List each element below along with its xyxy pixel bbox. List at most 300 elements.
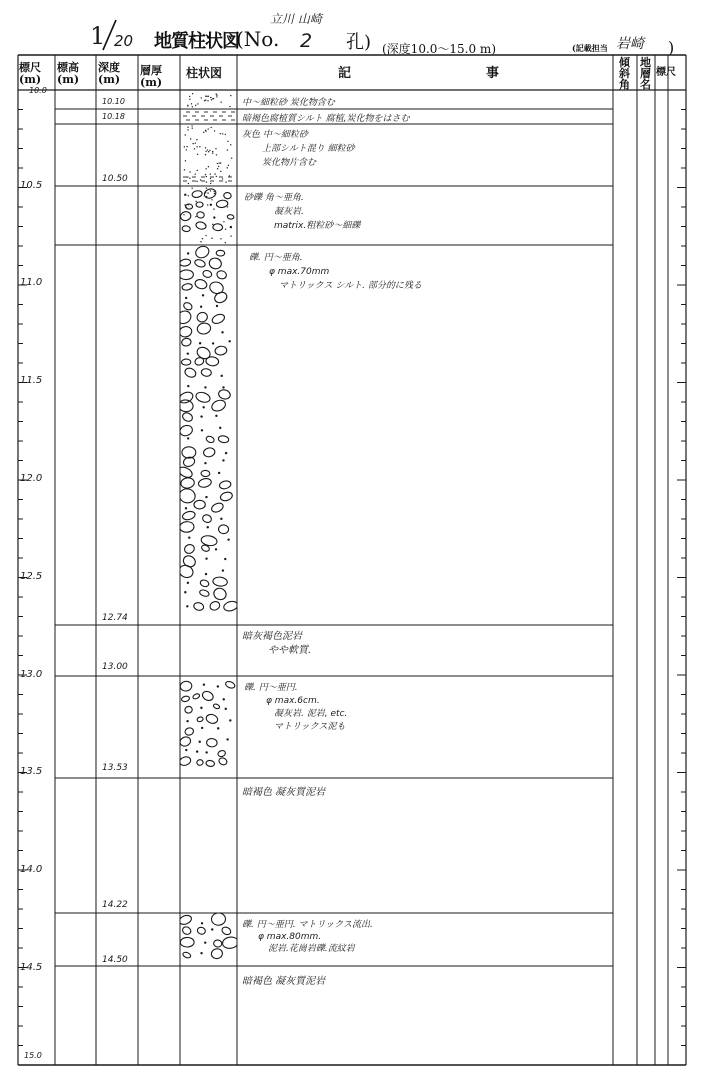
gravel-clast <box>187 437 189 439</box>
gravel-clast <box>202 269 212 278</box>
gravel-clast <box>198 477 213 488</box>
sand-dot <box>210 183 211 184</box>
gravel-clast <box>201 368 212 377</box>
sandy-gravel-dot <box>207 192 208 193</box>
sandy-gravel-dot <box>183 214 184 215</box>
gravel-clast <box>212 576 227 586</box>
sand-dot <box>187 127 188 128</box>
gravel-clast <box>208 257 222 270</box>
sand-dot <box>206 181 207 182</box>
scale-label: 10.0 <box>29 86 47 95</box>
gravel-clast <box>180 681 192 692</box>
sand-dot <box>222 178 223 179</box>
sand-dot <box>203 132 204 133</box>
gravel-clast <box>206 760 215 767</box>
fine-sand-dot <box>230 95 231 96</box>
pattern-gravel-1 <box>180 244 237 612</box>
pattern-gravel-3 <box>180 913 237 960</box>
gravel-clast <box>182 301 193 311</box>
sand-dot <box>218 162 219 163</box>
gravel-clast <box>197 716 204 722</box>
desc-tuff-mudstone-2: 暗褐色 凝灰質泥岩 <box>242 976 326 987</box>
sand-dot <box>210 127 211 128</box>
sand-dot <box>220 133 221 134</box>
sand-dot <box>196 146 197 147</box>
gravel-clast <box>225 452 227 454</box>
gravel-clast <box>187 582 189 584</box>
sandy-gravel-dot <box>225 229 226 230</box>
sandy-gravel-clast <box>184 194 186 196</box>
fine-sand-dot <box>216 95 217 96</box>
sand-dot <box>210 178 211 179</box>
gravel-clast <box>184 591 186 593</box>
gravel-clast <box>227 538 229 540</box>
sand-dot <box>231 157 232 158</box>
sand-dot <box>205 174 206 175</box>
gravel-clast <box>209 600 221 611</box>
sand-dot <box>188 183 189 184</box>
gravel-clast <box>200 707 202 709</box>
desc-fine-sand: 中～細粒砂 炭化物含む <box>242 98 335 108</box>
gravel-clast <box>180 309 193 326</box>
sandy-gravel-dot <box>207 204 208 205</box>
gravel-clast <box>204 941 206 943</box>
fine-sand-dot <box>213 98 214 99</box>
sandy-gravel-dot <box>214 193 215 194</box>
depth-range: (深度10.0～15.0 m) <box>382 42 496 56</box>
fine-sand-dot <box>197 103 198 104</box>
sand-dot <box>195 142 196 143</box>
gravel-clast <box>180 424 194 438</box>
gravel-clast <box>182 283 193 291</box>
gravel-clast <box>180 756 192 767</box>
gravel-clast <box>206 356 220 366</box>
title-main: 地質柱状図 <box>154 31 239 52</box>
sandy-gravel-clast <box>213 216 215 218</box>
gravel-clast <box>224 558 226 560</box>
sand-dot <box>187 129 188 130</box>
gravel-clast <box>184 727 194 736</box>
gravel-clast <box>204 386 206 388</box>
fine-sand-dot <box>211 99 212 100</box>
gravel-clast <box>218 757 228 766</box>
gravel-clast <box>214 346 227 356</box>
gravel-clast <box>228 340 230 342</box>
sandy-gravel-dot <box>206 196 207 197</box>
gravel-clast <box>181 925 192 935</box>
scale-label: 11.5 <box>20 375 43 386</box>
desc-gravel-1: 礫. 円～亜角. φ max.70mm マトリックス シルト. 部分的に残る <box>249 253 422 291</box>
gravel-clast <box>205 573 207 575</box>
gravel-clast <box>199 741 201 743</box>
gravel-clast <box>201 514 212 524</box>
sand-dot <box>205 151 206 152</box>
gravel-clast <box>211 913 225 925</box>
sand-dot <box>208 166 209 167</box>
gravel-clast <box>181 411 194 423</box>
desc-sandy-gravel: 砂礫 角～亜角. 凝灰岩. matrix.粗粒砂～細礫 <box>244 193 361 231</box>
sand-dot <box>196 139 197 140</box>
gravel-clast <box>193 602 204 612</box>
gravel-clast <box>205 496 207 498</box>
gravel-clast <box>225 708 227 710</box>
depth-value: 13.53 <box>102 763 128 773</box>
sand-dot <box>191 125 192 126</box>
sandy-gravel-dot <box>220 238 221 239</box>
gravel-clast <box>194 278 208 290</box>
gravel-clast <box>211 313 226 326</box>
sand-dot <box>184 146 185 147</box>
lithology-column <box>180 0 237 1090</box>
sand-dot <box>190 138 191 139</box>
scale-label: 12.0 <box>20 473 43 484</box>
desc-gravel-2: 礫. 円～亜円. φ max.6cm. 凝灰岩. 泥岩, etc. マトリックス泥も <box>244 683 348 732</box>
gravel-clast <box>223 600 237 612</box>
gravel-clast <box>180 465 194 479</box>
depth-value: 10.10 <box>102 97 125 106</box>
gravel-clast <box>201 470 210 477</box>
gravel-clast <box>184 706 192 714</box>
sandy-gravel-dot <box>191 187 192 188</box>
sandy-gravel-clast <box>180 211 192 222</box>
gravel-clast <box>208 280 224 295</box>
hole-number: 2 <box>300 30 313 52</box>
gravel-clast <box>221 926 232 936</box>
sandy-gravel-clast <box>185 204 192 209</box>
gravel-clast <box>206 738 217 747</box>
gravel-clast <box>194 258 206 268</box>
gravel-clast <box>216 270 227 280</box>
depth-value: 14.22 <box>102 900 128 910</box>
gravel-clast <box>180 399 194 412</box>
gravel-clast <box>218 435 229 443</box>
pattern-sandy-gravel <box>180 187 234 243</box>
sandy-gravel-clast <box>195 221 207 230</box>
depth-value: 10.18 <box>102 112 125 121</box>
sandy-gravel-dot <box>210 190 211 191</box>
fine-sand-dot <box>192 106 193 107</box>
header-thickness: 層厚 (m) <box>140 64 163 89</box>
gravel-clast <box>222 459 224 461</box>
gravel-clast <box>194 244 211 259</box>
fine-sand-dot <box>201 97 202 98</box>
recorder-name: 岩崎 <box>616 36 644 52</box>
gravel-clast <box>212 342 214 344</box>
gravel-clast <box>210 398 227 413</box>
pattern-humic-silt <box>183 112 235 120</box>
gravel-clast <box>204 462 206 464</box>
desc-grey-mudstone: 暗灰褐色泥岩 やや軟質. <box>242 631 312 656</box>
gravel-clast <box>217 750 226 758</box>
desc-grey-sand: 灰色 中～細粒砂 上部シルト混り 細粒砂 炭化物片含む <box>242 130 355 168</box>
sand-dot <box>189 171 190 172</box>
sand-dot <box>230 144 231 145</box>
fine-sand-dot <box>195 105 196 106</box>
sand-dot <box>205 154 206 155</box>
gravel-clast <box>202 294 204 296</box>
sandy-gravel-dot <box>200 241 201 242</box>
gravel-clast <box>188 536 190 538</box>
gravel-clast <box>218 525 229 534</box>
sand-dot <box>229 175 230 176</box>
gravel-clast <box>201 690 215 702</box>
fine-sand-dot <box>189 99 190 100</box>
sandy-gravel-clast <box>216 200 228 209</box>
sand-dot <box>220 162 221 163</box>
gravel-clast <box>181 695 190 702</box>
fine-sand-dot <box>191 103 192 104</box>
gravel-clast <box>180 477 195 489</box>
sandy-gravel-dot <box>230 235 231 236</box>
sand-dot <box>225 134 226 135</box>
header-description-1: 記 <box>338 66 352 81</box>
sand-dot <box>196 181 197 182</box>
sand-dot <box>212 151 213 152</box>
gravel-clast <box>216 250 225 256</box>
gravel-clast <box>219 491 233 502</box>
gravel-clast <box>182 456 196 468</box>
gravel-clast <box>180 325 193 338</box>
sand-dot <box>227 167 228 168</box>
gravel-clast <box>219 427 221 429</box>
gravel-clast <box>219 480 232 490</box>
gravel-clast <box>200 306 202 308</box>
gravel-clast <box>195 391 212 404</box>
sand-dot <box>227 141 228 142</box>
gravel-clast <box>213 290 229 304</box>
gravel-clast <box>180 937 194 947</box>
sand-dot <box>214 130 215 131</box>
gravel-clast <box>218 389 232 401</box>
gravel-clast <box>205 751 207 753</box>
gravel-clast <box>180 914 193 926</box>
sand-dot <box>215 148 216 149</box>
sandy-gravel-dot <box>188 195 189 196</box>
header-elevation: 標高 (m) <box>57 61 80 86</box>
gravel-clast <box>201 429 203 431</box>
gravel-clast <box>196 750 198 752</box>
gravel-clast <box>185 297 187 299</box>
gravel-clast <box>196 759 204 766</box>
fine-sand-dot <box>204 100 205 101</box>
sand-dot <box>192 127 193 128</box>
gravel-clast <box>205 557 207 559</box>
gravel-clast <box>221 331 223 333</box>
fine-sand-dot <box>216 96 217 97</box>
fine-sand-dot <box>220 101 221 102</box>
gravel-clast <box>185 749 187 751</box>
sandy-gravel-dot <box>205 235 206 236</box>
sand-dot <box>216 176 217 177</box>
gravel-clast <box>216 305 218 307</box>
gravel-clast <box>182 447 196 458</box>
gravel-clast <box>220 518 222 520</box>
sandy-gravel-clast <box>223 192 231 199</box>
title-no-prefix: (No. <box>236 27 280 51</box>
gravel-clast <box>211 948 224 960</box>
gravel-clast <box>203 683 205 685</box>
gravel-clast <box>196 322 211 335</box>
gravel-clast <box>187 252 189 254</box>
sand-dot <box>185 160 186 161</box>
gravel-clast <box>187 352 189 354</box>
sand-dot <box>210 173 211 174</box>
header-scale-left: 標尺 (m) <box>19 61 42 86</box>
location-note: 立川 山崎 <box>270 12 322 26</box>
recorder-close: ) <box>668 38 675 57</box>
sandy-gravel-dot <box>205 192 206 193</box>
gravel-clast <box>180 270 194 280</box>
gravel-clast <box>199 342 201 344</box>
sand-dot <box>207 149 208 150</box>
header-depth: 深度 (m) <box>98 61 121 86</box>
sandy-gravel-dot <box>223 221 224 222</box>
gravel-clast <box>199 579 209 588</box>
scale-label: 13.5 <box>20 766 43 777</box>
scale-label: 11.0 <box>20 277 43 288</box>
sand-dot <box>225 181 226 182</box>
gravel-clast <box>205 435 215 443</box>
gravel-clast <box>185 507 187 509</box>
sand-dot <box>189 177 190 178</box>
gravel-clast <box>217 685 219 687</box>
sand-dot <box>218 166 219 167</box>
gravel-clast <box>215 415 217 417</box>
scale-denominator: 20 <box>114 32 134 50</box>
sandy-gravel-clast <box>192 190 203 198</box>
gravel-clast <box>212 586 228 601</box>
sandy-gravel-dot <box>186 207 187 208</box>
sand-dot <box>214 173 215 174</box>
sandy-gravel-dot <box>195 216 196 217</box>
scale-ticks-right <box>668 0 686 1090</box>
gravel-clast <box>223 698 225 700</box>
gravel-clast <box>187 385 189 387</box>
gravel-clast <box>201 922 203 924</box>
gravel-clast <box>210 501 224 513</box>
gravel-clast <box>215 548 217 550</box>
sand-dot <box>195 173 196 174</box>
sandy-gravel-dot <box>211 199 212 200</box>
gravel-clast <box>200 952 202 954</box>
scale-label: 14.0 <box>20 864 43 875</box>
gravel-clast <box>226 738 228 740</box>
sand-dot <box>216 154 217 155</box>
sand-dot <box>205 168 206 169</box>
sand-dot <box>217 163 218 164</box>
header-formation: 地 層 名 <box>640 56 651 91</box>
gravel-clast <box>221 375 223 377</box>
sand-dot <box>200 179 201 180</box>
scale-ticks-left <box>18 0 55 1090</box>
sand-dot <box>208 128 209 129</box>
sandy-gravel-dot <box>206 188 207 189</box>
gravel-clast <box>192 693 200 700</box>
title-hole-suffix: 孔) <box>346 32 372 53</box>
depth-value: 10.50 <box>102 174 128 184</box>
scale-numerator: 1 <box>90 22 106 50</box>
scale-label: 10.5 <box>20 180 43 191</box>
sand-dot <box>220 171 221 172</box>
fine-sand-dot <box>208 96 209 97</box>
gravel-clast <box>186 720 188 722</box>
gravel-clast <box>203 447 216 458</box>
sand-dot <box>205 147 206 148</box>
gravel-clast <box>225 680 236 689</box>
recorder-label: (記載担当 <box>572 43 608 53</box>
desc-gravel-3: 礫. 円～亜円. マトリックス流出. φ max.80mm. 泥岩.花崗岩礫.流紋岩 <box>242 920 373 954</box>
sandy-gravel-clast <box>196 211 204 218</box>
sandy-gravel-clast <box>196 202 203 207</box>
fine-sand-dot <box>189 96 190 97</box>
header-description-2: 事 <box>486 66 500 81</box>
sand-dot <box>209 150 210 151</box>
desc-humic-silt: 暗褐色腐植質シルト 腐植,炭化物をはさむ <box>242 114 410 124</box>
sandy-gravel-dot <box>211 238 212 239</box>
sandy-gravel-clast <box>227 214 234 219</box>
fine-sand-dot <box>210 97 211 98</box>
gravel-clast <box>182 510 196 521</box>
gravel-clast <box>229 719 231 721</box>
sand-dot <box>206 176 207 177</box>
sandy-gravel-clast <box>210 204 212 206</box>
sandy-gravel-dot <box>212 224 213 225</box>
sand-dot <box>217 168 218 169</box>
gravel-clast <box>222 936 237 949</box>
sand-dot <box>197 170 198 171</box>
fine-sand-dot <box>207 100 208 101</box>
gravel-clast <box>197 926 207 935</box>
sandy-gravel-dot <box>188 204 189 205</box>
fine-sand-dot <box>187 105 188 106</box>
gravel-clast <box>186 605 188 607</box>
pattern-sand <box>183 125 232 184</box>
sandy-gravel-dot <box>225 242 226 243</box>
gravel-clast <box>180 735 192 747</box>
depth-value: 13.00 <box>102 662 128 672</box>
sand-dot <box>186 149 187 150</box>
gravel-clast <box>211 928 213 930</box>
gravel-clast <box>196 311 209 323</box>
pattern-gravel-2 <box>180 680 236 767</box>
gravel-clast <box>218 472 220 474</box>
gravel-clast <box>181 359 190 365</box>
depth-value: 14.50 <box>102 955 128 965</box>
sand-dot <box>208 151 209 152</box>
gravel-clast <box>183 543 195 555</box>
gravel-clast <box>222 569 224 571</box>
header-dip: 傾 斜 角 <box>619 56 630 91</box>
sand-dot <box>192 143 193 144</box>
scale-label: 12.5 <box>20 571 43 582</box>
scale-label: 14.5 <box>20 962 43 973</box>
sand-dot <box>212 153 213 154</box>
desc-tuff-mudstone-1: 暗褐色 凝灰質泥岩 <box>242 787 326 798</box>
sandy-gravel-dot <box>227 206 228 207</box>
scale-label: 15.0 <box>24 1051 42 1060</box>
gravel-clast <box>181 338 192 347</box>
gravel-clast <box>194 500 205 509</box>
sand-dot <box>222 133 223 134</box>
gravel-clast <box>202 406 204 408</box>
sandy-gravel-clast <box>182 225 191 232</box>
gravel-clast <box>213 939 222 947</box>
sand-dot <box>199 146 200 147</box>
gravel-clast <box>217 727 219 729</box>
sandy-gravel-dot <box>195 201 196 202</box>
gravel-clast <box>207 526 209 528</box>
sandy-gravel-dot <box>204 224 205 225</box>
